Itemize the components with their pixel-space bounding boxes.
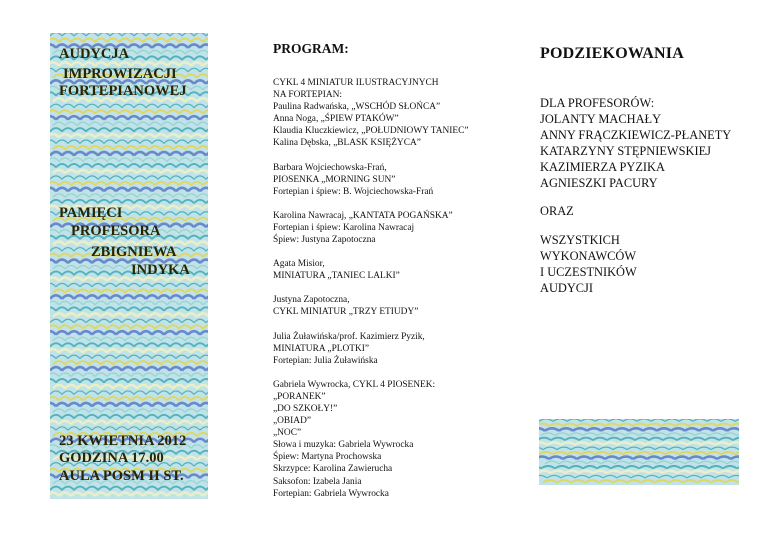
- program-item: [273, 77, 513, 150]
- program-item: [273, 331, 513, 367]
- program-line: CYKL MINIATUR „TRZY ETIUDY”: [273, 307, 419, 318]
- program-line: Kalina Dębska, „BLASK KSIĘŻYCA”: [273, 138, 421, 149]
- program-line: Śpiew: Justyna Zapotoczna: [273, 235, 376, 246]
- professor-line: ANNY FRĄCZKIEWICZ-PŁANETY: [540, 127, 732, 142]
- cover-memorial-line-1: PAMIĘCI: [59, 205, 123, 221]
- professor-line: JOLANTY MACHAŁY: [540, 111, 662, 126]
- event-time: GODZINA 17.00: [59, 450, 164, 466]
- program-line: MINIATURA „PLOTKI”: [273, 343, 370, 354]
- program-heading: PROGRAM:: [273, 41, 349, 56]
- program-line: Justyna Zapotoczna,: [273, 295, 350, 306]
- participants-line: WYKONAWCÓW: [540, 249, 637, 264]
- program-line: Fortepian i śpiew: B. Wojciechowska-Frań: [273, 186, 434, 197]
- event-date: 23 KWIETNIA 2012: [59, 433, 187, 449]
- program-line: CYKL 4 MINIATUR ILUSTRACYJNYCH: [273, 78, 439, 88]
- program-line: Saksofon: Izabela Jania: [273, 476, 362, 487]
- participants-list: [540, 233, 760, 297]
- program-line: PIOSENKA „MORNING SUN”: [273, 174, 396, 185]
- program-item: [273, 379, 513, 500]
- program-line: Gabriela Wywrocka, CYKL 4 PIOSENEK:: [273, 379, 436, 390]
- participants-line: AUDYCJI: [540, 281, 594, 296]
- professor-line: DLA PROFESORÓW:: [540, 96, 655, 110]
- program-line: „PORANEK”: [273, 391, 326, 402]
- program-line: Karolina Nawracaj, „KANTATA POGAŃSKA”: [273, 210, 453, 221]
- professor-line: KAZIMIERZA PYZIKA: [540, 159, 665, 174]
- program-line: Julia Żuławińska/prof. Kazimierz Pyzik,: [273, 331, 425, 342]
- oraz-text: ORAZ: [540, 204, 574, 219]
- program-line: Słowa i muzyka: Gabriela Wywrocka: [273, 440, 414, 451]
- program-column: [273, 41, 513, 512]
- cover-memorial-line-3: ZBIGNIEWA: [91, 244, 177, 260]
- thanks-column: [540, 44, 760, 297]
- program-line: Fortepian: Gabriela Wywrocka: [273, 488, 389, 499]
- marbled-cover-panel: [50, 33, 208, 499]
- participants-line: WSZYSTKICH: [540, 233, 620, 248]
- professor-line: KATARZYNY STĘPNIEWSKIEJ: [540, 143, 711, 158]
- participants-line: I UCZESTNIKÓW: [540, 265, 637, 280]
- program-line: Barbara Wojciechowska-Frań,: [273, 162, 387, 173]
- program-line: Fortepian: Julia Żuławińska: [273, 355, 378, 366]
- professor-line: AGNIESZKI PACURY: [540, 175, 658, 190]
- program-line: Fortepian i śpiew: Karolina Nawracaj: [273, 222, 415, 233]
- marble-stroke: [539, 452, 739, 455]
- program-item: [273, 294, 513, 318]
- program-item: [273, 258, 513, 282]
- program-line: Klaudia Kluczkiewicz, „POŁUDNIOWY TANIEC”: [273, 126, 469, 137]
- program-list: [273, 77, 513, 500]
- professors-list: [540, 96, 760, 191]
- cover-memorial-line-2: PROFESORA: [71, 223, 161, 239]
- program-item: [273, 210, 513, 246]
- thanks-heading: PODZIEKOWANIA: [540, 45, 684, 62]
- program-line: „DO SZKOŁY!”: [273, 403, 338, 414]
- marbled-strip-pattern: [539, 419, 739, 485]
- event-venue: AULA POSM II ST.: [59, 468, 184, 484]
- cover-memorial-line-4: INDYKA: [131, 262, 190, 278]
- program-line: Anna Noga, „ŚPIEW PTAKÓW”: [273, 114, 399, 125]
- program-line: Agata Misior,: [273, 259, 325, 270]
- cover-title-line-2: IMPROWIZACJI: [63, 66, 177, 82]
- program-line: Paulina Radwańska, „WSCHÓD SŁOŃCA”: [273, 102, 441, 113]
- program-line: Skrzypce: Karolina Zawierucha: [273, 464, 393, 475]
- cover-title-line-1: AUDYCJA: [59, 46, 130, 62]
- program-line: Śpiew: Martyna Prochowska: [273, 452, 382, 463]
- cover-title-line-3: FORTEPIANOWEJ: [59, 83, 187, 99]
- program-line: NA FORTEPIAN:: [273, 90, 342, 101]
- program-line: „OBIAD”: [273, 416, 312, 427]
- program-item: [273, 162, 513, 198]
- marbled-strip-image: [539, 419, 739, 485]
- program-line: „NOC”: [273, 428, 302, 439]
- program-line: MINIATURA „TANIEC LALKI”: [273, 271, 400, 282]
- cover-text: [50, 33, 208, 499]
